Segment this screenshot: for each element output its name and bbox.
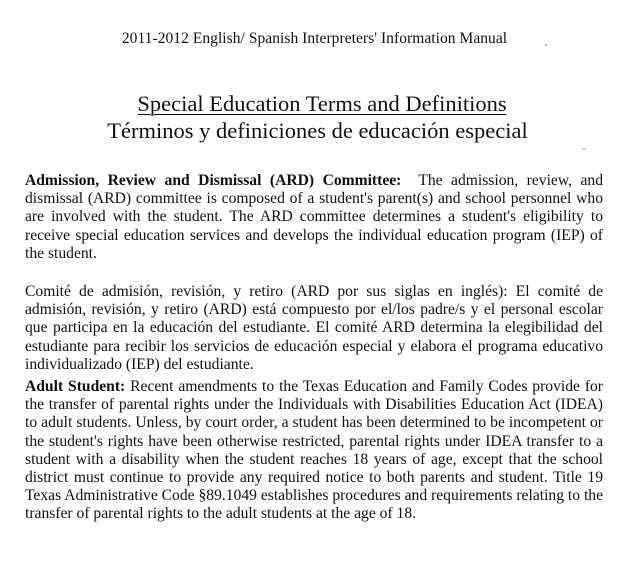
- definition-adult-student: [25, 378, 603, 524]
- title-english: Special Education Terms and Definitions: [137, 91, 507, 116]
- definition-text-ard-committee: The admission, review, and dismissal (ARD) committee is composed of a student's parent(s) and school personnel who are involved with the student. The ARD committee determines a student's eligibility to receive special education services and develops the individual education program (IEP) of the student.: [25, 172, 603, 262]
- definition-ard-committee: [25, 172, 603, 263]
- title-spanish: Términos y definiciones de educación especial: [107, 118, 528, 143]
- scan-speck: [545, 44, 547, 46]
- definition-ard-committee-spanish: Comité de admisión, revisión, y retiro (ARD por sus siglas en inglés): El comité de admisión, revisión, y retiro (ARD) está compuesto por el/los padre/s y el personal escolar que participa en la educación del estudiante. El comité ARD determina la elegibilidad del estudiante para recibir los servicios de educación especial y elabora el programa educativo individualizado (IEP) del estudiante.: [25, 283, 603, 373]
- term-adult-student: Adult Student:: [25, 378, 126, 395]
- running-header: 2011-2012 English/ Spanish Interpreters' Information Manual: [121, 30, 508, 47]
- term-ard-committee: Admission, Review and Dismissal (ARD) Committee:: [25, 172, 402, 189]
- definition-text-adult-student: Recent amendments to the Texas Education and Family Codes provide for the transfer of parental rights under the Individuals with Disabilities Education Act (IDEA) to adult students. Unless, by court order, a student has been determined to be incompetent or the student's rights have been otherwise restricted, parental rights under IDEA transfer to a student with a disability when the student reaches 18 years of age, except that the school district must continue to provide any required notice to both parents and student. Title 19 Texas Administrative Code §89.1049 establishes procedures and requirements relating to the transfer of parental rights to the adult students at the age of 18.: [25, 378, 603, 523]
- scan-speck: [583, 148, 585, 150]
- page-title: [0, 90, 629, 144]
